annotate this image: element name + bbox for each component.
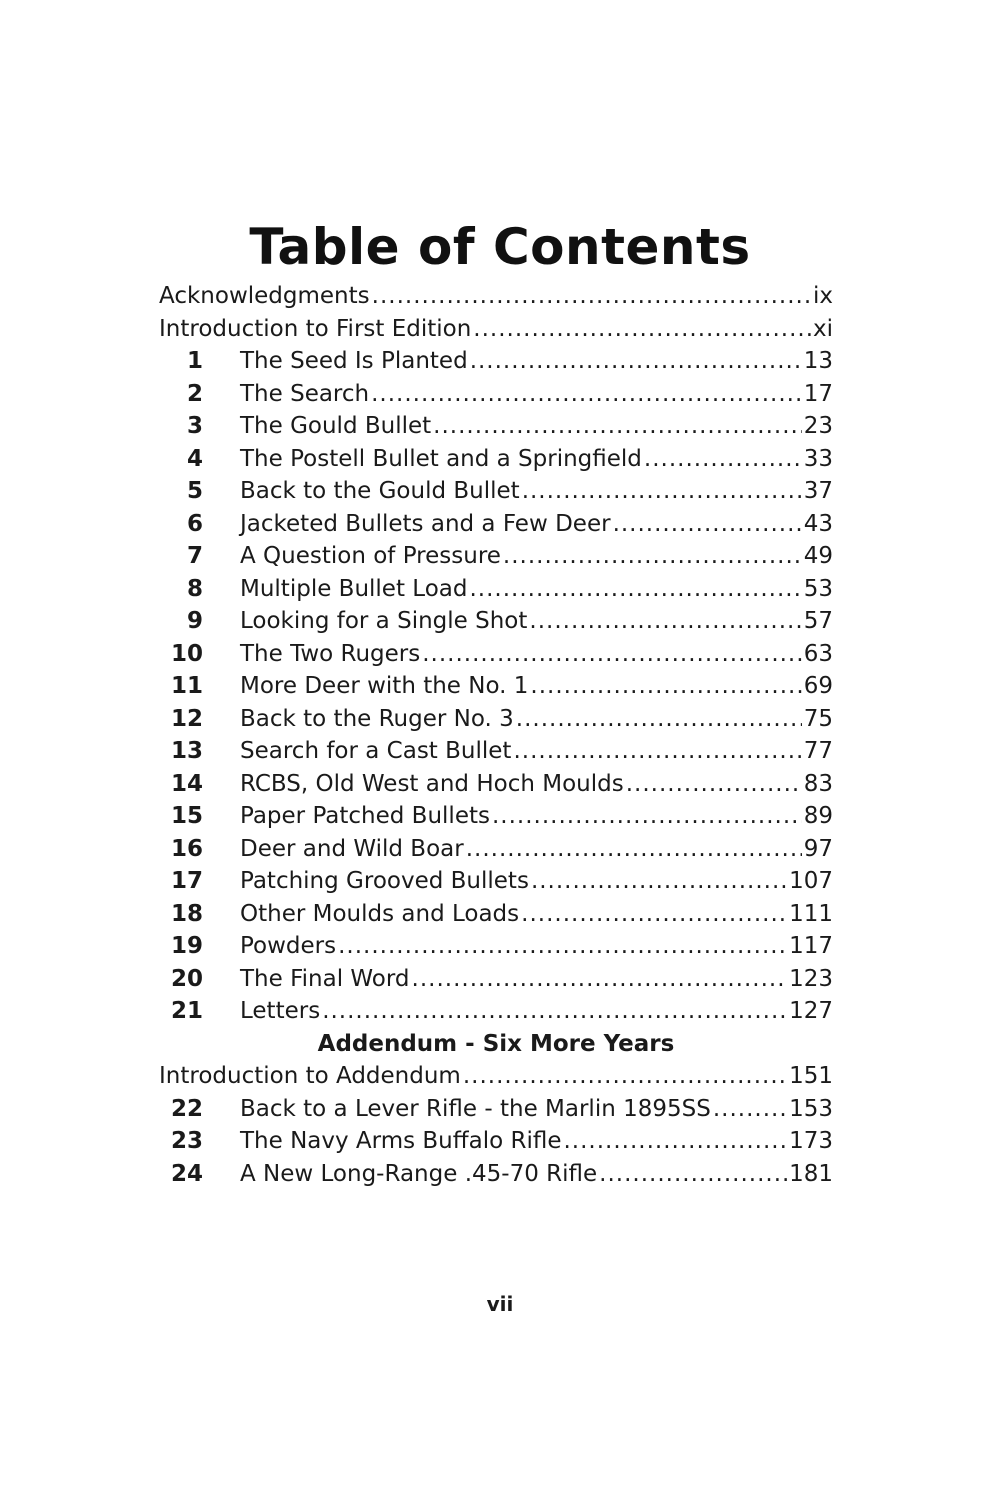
- dot-leader: [713, 1093, 787, 1126]
- chapter-number: 17: [170, 868, 203, 894]
- chapter-page: 123: [789, 965, 833, 992]
- toc-chapter-entry: [159, 1093, 833, 1126]
- chapter-title: The Postell Bullet and a Springfield: [240, 445, 642, 472]
- chapter-number: 10: [170, 640, 203, 667]
- chapter-number: 13: [170, 738, 203, 764]
- toc-chapter-entry: [159, 1158, 833, 1191]
- toc-chapter-entry: [159, 573, 833, 606]
- toc-chapter-entry: [159, 800, 833, 833]
- chapter-number: 7: [186, 543, 203, 569]
- dot-leader: [469, 573, 801, 606]
- chapter-page: 97: [803, 835, 833, 862]
- chapter-page: 43: [803, 510, 833, 537]
- chapter-number: 23: [170, 1128, 203, 1154]
- chapter-number: 9: [186, 608, 203, 634]
- chapter-page: 57: [803, 608, 833, 634]
- chapter-number: 2: [186, 380, 203, 407]
- chapter-page: 111: [789, 900, 833, 927]
- chapter-number: 12: [170, 705, 203, 732]
- chapter-title: More Deer with the No. 1: [240, 673, 529, 699]
- dot-leader: [433, 410, 802, 443]
- chapter-title: Jacketed Bullets and a Few Deer: [240, 510, 611, 537]
- chapter-number: 11: [170, 673, 203, 699]
- dot-leader: [412, 963, 788, 996]
- chapter-number: 6: [186, 510, 203, 537]
- chapter-title: The Gould Bullet: [240, 413, 432, 439]
- dot-leader: [371, 378, 802, 411]
- dot-leader: [338, 930, 787, 963]
- chapter-page: 127: [789, 998, 833, 1024]
- chapter-title: Other Moulds and Loads: [240, 900, 520, 927]
- chapter-page: 153: [789, 1095, 833, 1122]
- chapter-page: 63: [803, 640, 833, 667]
- chapter-title: Letters: [240, 998, 321, 1024]
- chapter-page: 173: [789, 1128, 833, 1154]
- chapter-title: The Search: [240, 380, 370, 407]
- toc-entry-label: Acknowledgments: [159, 283, 370, 309]
- toc-chapter-entry: [159, 865, 833, 898]
- page-number: vii: [486, 1292, 514, 1316]
- chapter-title: Back to the Ruger No. 3: [240, 705, 514, 732]
- toc-chapter-entry: [159, 475, 833, 508]
- toc-chapter-entry: [159, 605, 833, 638]
- chapter-title: A New Long-Range .45-70 Rifle: [240, 1160, 598, 1187]
- chapter-number: 24: [170, 1160, 203, 1187]
- chapter-number: 20: [170, 965, 203, 992]
- toc-chapter-entry: [159, 963, 833, 996]
- toc-entry-introduction-first-edition: [159, 313, 833, 346]
- dot-leader: [473, 313, 811, 346]
- toc-chapter-entry: [159, 508, 833, 541]
- chapter-page: 77: [803, 738, 833, 764]
- chapter-title: The Seed Is Planted: [240, 348, 468, 374]
- chapter-page: 107: [789, 868, 833, 894]
- dot-leader: [599, 1158, 787, 1191]
- chapter-title: Patching Grooved Bullets: [240, 868, 529, 894]
- chapter-title: Powders: [240, 933, 337, 959]
- dot-leader: [466, 833, 802, 866]
- chapter-number: 15: [170, 803, 203, 829]
- chapter-title: The Final Word: [240, 965, 410, 992]
- chapter-title: Deer and Wild Boar: [240, 835, 464, 862]
- chapter-page: 37: [803, 478, 833, 504]
- dot-leader: [372, 280, 811, 313]
- chapter-title: Back to a Lever Rifle - the Marlin 1895SS: [240, 1095, 711, 1122]
- toc-chapter-entry: [159, 898, 833, 931]
- chapter-page: 69: [803, 673, 833, 699]
- addendum-heading: Addendum - Six More Years: [317, 1030, 675, 1057]
- chapter-number: 22: [170, 1095, 203, 1122]
- dot-leader: [513, 735, 801, 768]
- toc-chapter-entry: [159, 735, 833, 768]
- chapter-title: The Navy Arms Buffalo Rifle: [240, 1128, 562, 1154]
- chapter-page: 75: [803, 705, 833, 732]
- toc-chapter-entry: [159, 378, 833, 411]
- chapter-number: 1: [186, 348, 203, 374]
- table-of-contents: [159, 280, 833, 1190]
- dot-leader: [563, 1125, 787, 1158]
- chapter-number: 16: [170, 835, 203, 862]
- toc-chapter-entry: [159, 670, 833, 703]
- toc-entry-introduction-addendum: [159, 1060, 833, 1093]
- chapter-title: The Two Rugers: [240, 640, 421, 667]
- chapter-number: 3: [186, 413, 203, 439]
- page-title: Table of Contents: [249, 218, 751, 276]
- chapter-title: Search for a Cast Bullet: [240, 738, 512, 764]
- chapter-number: 21: [170, 998, 203, 1024]
- chapter-number: 18: [170, 900, 203, 927]
- dot-leader: [522, 475, 802, 508]
- dot-leader: [470, 345, 802, 378]
- toc-chapter-entry: [159, 345, 833, 378]
- chapter-title: A Question of Pressure: [240, 543, 501, 569]
- dot-leader: [644, 443, 802, 476]
- dot-leader: [529, 605, 801, 638]
- chapter-number: 4: [186, 445, 203, 472]
- chapter-number: 14: [170, 770, 203, 797]
- toc-entry-label: Introduction to Addendum: [159, 1063, 461, 1089]
- chapter-page: 181: [789, 1160, 833, 1187]
- chapter-number: 5: [186, 478, 203, 504]
- toc-chapter-entry: [159, 443, 833, 476]
- chapter-page: 83: [803, 770, 833, 797]
- chapter-page: 53: [803, 575, 833, 602]
- chapter-page: 89: [803, 803, 833, 829]
- toc-chapter-entry: [159, 638, 833, 671]
- toc-entry-acknowledgments: [159, 280, 833, 313]
- dot-leader: [613, 508, 802, 541]
- chapter-page: 17: [803, 380, 833, 407]
- dot-leader: [492, 800, 802, 833]
- toc-chapter-entry: [159, 703, 833, 736]
- dot-leader: [531, 865, 787, 898]
- chapter-title: RCBS, Old West and Hoch Moulds: [240, 770, 624, 797]
- dot-leader: [422, 638, 801, 671]
- toc-chapter-entry: [159, 410, 833, 443]
- chapter-page: 117: [789, 933, 833, 959]
- chapter-title: Back to the Gould Bullet: [240, 478, 520, 504]
- chapter-page: 23: [803, 413, 833, 439]
- dot-leader: [521, 898, 787, 931]
- chapter-title: Multiple Bullet Load: [240, 575, 468, 602]
- chapter-title: Paper Patched Bullets: [240, 803, 490, 829]
- toc-chapter-entry: [159, 995, 833, 1028]
- toc-entry-page: 151: [789, 1063, 833, 1089]
- chapter-title: Looking for a Single Shot: [240, 608, 528, 634]
- toc-chapter-entry: [159, 540, 833, 573]
- chapter-page: 49: [803, 543, 833, 569]
- toc-chapter-entry: [159, 1125, 833, 1158]
- chapter-number: 8: [186, 575, 203, 602]
- toc-chapter-entry: [159, 768, 833, 801]
- dot-leader: [322, 995, 787, 1028]
- dot-leader: [503, 540, 802, 573]
- toc-entry-page: xi: [812, 315, 833, 342]
- chapter-page: 13: [803, 348, 833, 374]
- dot-leader: [626, 768, 802, 801]
- toc-entry-page: ix: [812, 283, 833, 309]
- toc-chapter-entry: [159, 833, 833, 866]
- dot-leader: [530, 670, 801, 703]
- toc-entry-label: Introduction to First Edition: [159, 315, 472, 342]
- dot-leader: [516, 703, 802, 736]
- chapter-page: 33: [803, 445, 833, 472]
- dot-leader: [463, 1060, 787, 1093]
- toc-chapter-entry: [159, 930, 833, 963]
- chapter-number: 19: [170, 933, 203, 959]
